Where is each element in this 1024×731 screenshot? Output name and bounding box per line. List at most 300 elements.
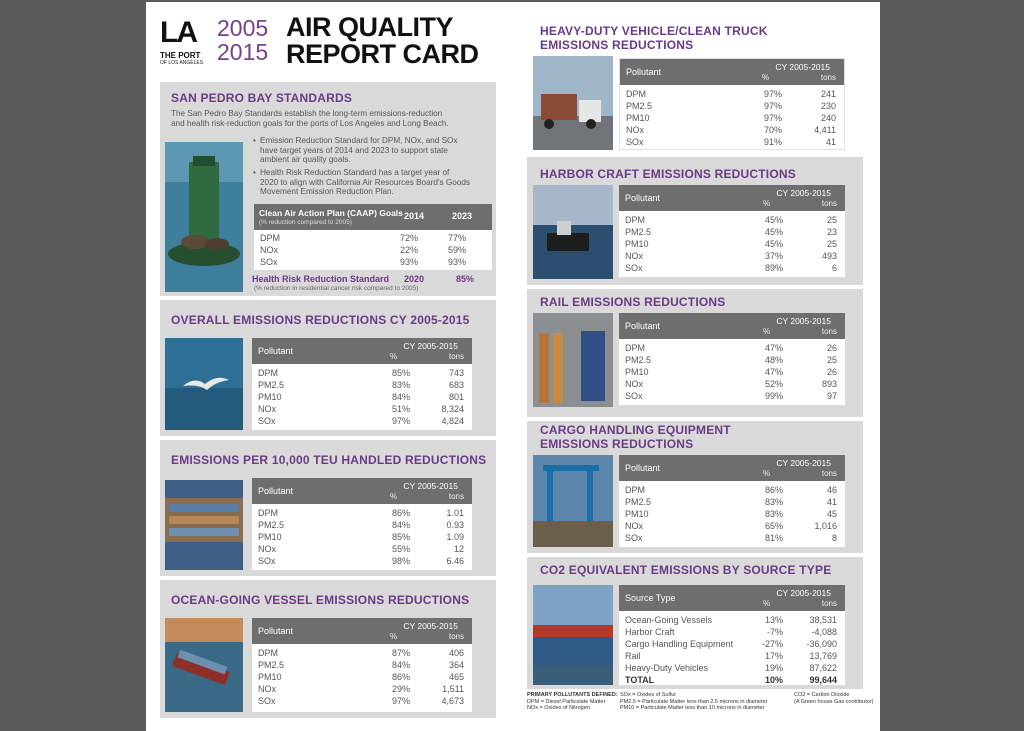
row-label: NOx: [258, 544, 276, 554]
row-tons: 230: [820, 101, 836, 111]
table-row: [619, 520, 845, 532]
row-tons: 4,824: [441, 416, 464, 426]
row-label: NOx: [626, 125, 644, 135]
row-percent: -7%: [766, 627, 783, 637]
table-row: [620, 136, 844, 148]
table-row: [252, 391, 472, 403]
logo-mark: LA: [160, 16, 196, 49]
truck-photo: [533, 56, 613, 150]
row-label: NOx: [625, 379, 643, 389]
percent-unit: %: [762, 73, 770, 82]
percent-unit: %: [763, 469, 771, 478]
intro-line: and health risk-reduction goals for the ports of Los Angeles and Long Beach.: [171, 118, 449, 128]
row-label: PM10: [625, 367, 649, 377]
row-percent: 48%: [764, 355, 783, 365]
row-label: DPM: [625, 215, 645, 225]
row-label: PM2.5: [258, 660, 285, 670]
hdv-title: [540, 24, 768, 52]
row-label: PM10: [258, 392, 282, 402]
percent-unit: %: [390, 632, 398, 641]
hrrs-year: 2020: [404, 274, 425, 284]
row-tons: 8,324: [441, 404, 464, 414]
table-header: [252, 618, 472, 644]
intro-line: The San Pedro Bay Standards establish the long-term emissions-reduction: [171, 109, 443, 118]
table-row: [620, 100, 844, 112]
row-tons: 241: [820, 89, 836, 99]
rail-title: RAIL EMISSIONS REDUCTIONS: [540, 295, 726, 309]
row-tons: 12: [453, 544, 464, 554]
row-label: SOx: [258, 556, 276, 566]
bullet-line: 2020 to align with California Air Resources Board's Goods: [260, 177, 470, 187]
rail-panel: [527, 289, 863, 417]
row-percent: 83%: [764, 509, 783, 519]
row-label: NOx: [258, 404, 276, 414]
footer-line: PRIMARY POLLUTANTS DEFINED:: [527, 692, 618, 698]
seagull-photo: [165, 338, 243, 430]
teu-table: [252, 478, 472, 570]
table-row: [619, 238, 845, 250]
row-label: TOTAL: [625, 675, 655, 685]
table-row: [619, 342, 845, 354]
row-tons: 493: [821, 251, 837, 261]
row-percent: 47%: [764, 343, 783, 353]
row-2014: 72%: [400, 233, 419, 243]
row-label: SOx: [625, 263, 643, 273]
row-label: DPM: [260, 233, 280, 243]
column-label: Pollutant: [625, 463, 661, 473]
row-2023: 77%: [448, 233, 467, 243]
hdv-panel: [527, 16, 863, 154]
rail-yard-photo: [533, 313, 613, 407]
report-years: [217, 16, 268, 64]
table-row: [619, 262, 845, 274]
row-tons: 41: [825, 137, 836, 147]
row-percent: 45%: [764, 227, 783, 237]
table-row: [252, 671, 472, 683]
bullet-line: have target years of 2014 and 2023 to support state: [260, 145, 448, 155]
logo-line2: OF LOS ANGELES: [160, 60, 204, 66]
bullet-icon: •: [253, 136, 256, 145]
column-label: Pollutant: [258, 626, 294, 636]
table-row: [252, 379, 472, 391]
bullet-health-standard: [253, 168, 492, 197]
bullet-line: Health Risk Reduction Standard has a target year of: [260, 168, 450, 177]
row-percent: 37%: [764, 251, 783, 261]
hdv-title-line: HEAVY-DUTY VEHICLE/CLEAN TRUCK: [540, 24, 768, 38]
row-percent: 86%: [764, 485, 783, 495]
tons-unit: tons: [821, 327, 837, 336]
row-tons: 45: [826, 509, 837, 519]
row-tons: 683: [448, 380, 464, 390]
row-label: PM10: [626, 113, 650, 123]
row-tons: 364: [448, 660, 464, 670]
row-label: DPM: [258, 508, 278, 518]
row-tons: 26: [826, 343, 837, 353]
percent-unit: %: [763, 599, 771, 608]
table-row: [619, 638, 845, 650]
row-tons: 97: [826, 391, 837, 401]
bullet-emission-standard: [253, 136, 492, 165]
table-row: [620, 124, 844, 136]
ogv-table: [252, 618, 472, 712]
row-percent: 47%: [764, 367, 783, 377]
row-2023: 93%: [448, 257, 467, 267]
title-line1: AIR QUALITY: [286, 12, 453, 42]
buoy-photo: [165, 142, 243, 292]
ogv-title: OCEAN-GOING VESSEL EMISSIONS REDUCTIONS: [171, 593, 470, 607]
table-row: [252, 647, 472, 659]
row-percent: 52%: [764, 379, 783, 389]
hdv-title-line: EMISSIONS REDUCTIONS: [540, 38, 694, 52]
row-label: PM2.5: [625, 497, 652, 507]
row-tons: 1.09: [446, 532, 464, 542]
row-percent: 85%: [391, 368, 410, 378]
row-percent: 85%: [391, 532, 410, 542]
cargo-crane-photo: [533, 455, 613, 547]
hdv-table: [619, 58, 845, 150]
row-tons: 4,411: [814, 125, 836, 135]
period-label: CY 2005-2015: [403, 481, 458, 491]
teu-title: EMISSIONS PER 10,000 TEU HANDLED REDUCTIONS: [171, 453, 487, 467]
table-row: [619, 366, 845, 378]
footer-col1: [527, 692, 618, 712]
overall-title: OVERALL EMISSIONS REDUCTIONS CY 2005-2015: [171, 313, 470, 327]
row-label: Ocean-Going Vessels: [625, 615, 713, 625]
table-header: [619, 585, 845, 611]
cargo-table: [619, 455, 845, 547]
table-row: [252, 507, 472, 519]
row-label: DPM: [625, 343, 645, 353]
row-tons: 240: [820, 113, 836, 123]
caap-row: [254, 256, 492, 268]
table-row: [252, 403, 472, 415]
row-tons: 99,644: [809, 675, 837, 685]
row-tons: 6.46: [446, 556, 464, 566]
row-label: SOx: [260, 257, 278, 267]
table-row: [619, 354, 845, 366]
caap-header-sub: (% reduction compared to 2005): [259, 219, 352, 226]
bullet-line: Movement Emission Reduction Plan.: [260, 187, 394, 196]
row-label: NOx: [625, 521, 643, 531]
row-label: NOx: [625, 251, 643, 261]
table-row: [252, 543, 472, 555]
percent-unit: %: [763, 199, 771, 208]
table-row: [619, 496, 845, 508]
row-percent: -27%: [761, 639, 783, 649]
row-percent: 13%: [764, 615, 783, 625]
cargo-title: [540, 423, 731, 451]
row-percent: 98%: [391, 556, 410, 566]
row-tons: 1,511: [442, 684, 464, 694]
row-label: PM10: [625, 239, 649, 249]
row-tons: 0.93: [446, 520, 464, 530]
teu-panel: [160, 440, 496, 576]
row-percent: 65%: [764, 521, 783, 531]
report-card-page: [146, 2, 880, 731]
harbor-craft-photo: [533, 185, 613, 279]
table-row: [619, 226, 845, 238]
row-tons: 406: [448, 648, 464, 658]
overall-table: [252, 338, 472, 430]
title-line2: REPORT CARD: [286, 39, 479, 69]
logo-line1: THE PORT: [160, 51, 201, 60]
co2-table: [619, 585, 845, 685]
rail-table: [619, 313, 845, 405]
table-row: [619, 650, 845, 662]
row-tons: 1,016: [814, 521, 837, 531]
san-pedro-title: SAN PEDRO BAY STANDARDS: [171, 91, 353, 105]
caap-year-2023: 2023: [452, 211, 473, 221]
row-percent: 84%: [391, 392, 410, 402]
table-row: [252, 367, 472, 379]
row-percent: 97%: [763, 101, 782, 111]
row-percent: 51%: [391, 404, 410, 414]
row-tons: 38,531: [809, 615, 837, 625]
row-label: DPM: [626, 89, 646, 99]
period-label: CY 2005-2015: [776, 316, 831, 326]
row-percent: 97%: [391, 696, 410, 706]
row-label: SOx: [626, 137, 644, 147]
table-row: [619, 378, 845, 390]
table-header: [252, 478, 472, 504]
tons-unit: tons: [448, 632, 464, 641]
row-label: PM2.5: [258, 520, 285, 530]
footer-line: DPM = Diesel Particulate Matter: [527, 698, 606, 705]
row-label: SOx: [258, 696, 276, 706]
table-row: [252, 519, 472, 531]
row-percent: 86%: [391, 508, 410, 518]
row-label: NOx: [260, 245, 278, 255]
year-start: 2005: [217, 15, 269, 41]
tons-unit: tons: [821, 199, 837, 208]
footer-line: CO2 = Carbon Dioxide: [794, 692, 850, 698]
row-percent: 17%: [764, 651, 783, 661]
hrrs-sub: (% reduction in residential cancer risk compared to 2005): [254, 285, 419, 292]
row-tons: 743: [448, 368, 464, 378]
hrrs-label: Health Risk Reduction Standard: [252, 274, 390, 284]
row-percent: 97%: [391, 416, 410, 426]
column-label: Pollutant: [258, 346, 294, 356]
row-tons: 26: [826, 367, 837, 377]
row-percent: 83%: [391, 380, 410, 390]
year-end: 2015: [217, 39, 269, 65]
row-tons: 8: [831, 533, 837, 543]
row-percent: 97%: [763, 89, 782, 99]
table-row: [619, 662, 845, 674]
row-tons: 801: [448, 392, 464, 402]
table-row: [252, 683, 472, 695]
table-row: [619, 214, 845, 226]
row-tons: 41: [826, 497, 837, 507]
caap-header-label: Clean Air Action Plan (CAAP) Goals: [259, 208, 403, 218]
row-label: PM10: [258, 672, 282, 682]
caap-row: [254, 232, 492, 244]
row-tons: 465: [448, 672, 464, 682]
percent-unit: %: [390, 352, 398, 361]
row-label: SOx: [258, 416, 276, 426]
row-percent: 19%: [764, 663, 783, 673]
row-percent: 45%: [764, 239, 783, 249]
row-percent: 91%: [763, 137, 782, 147]
san-pedro-intro: [171, 109, 491, 128]
row-label: Harbor Craft: [625, 627, 675, 637]
row-tons: 25: [826, 355, 837, 365]
table-row: [619, 626, 845, 638]
bullet-line: ambient air quality goals.: [260, 155, 351, 164]
table-row: [620, 112, 844, 124]
table-row: [619, 484, 845, 496]
footer-col3: [794, 692, 873, 705]
table-header: [252, 338, 472, 364]
row-percent: 86%: [391, 672, 410, 682]
row-tons: 87,622: [809, 663, 837, 673]
table-row: [252, 695, 472, 707]
footer-line: PM2.5 = Particulate Matter less than 2.5 microns in diameter: [620, 698, 768, 705]
tons-unit: tons: [448, 492, 464, 501]
harbor-table: [619, 185, 845, 277]
ship-at-port-photo: [533, 585, 613, 685]
period-label: CY 2005-2015: [776, 458, 831, 468]
tons-unit: tons: [448, 352, 464, 361]
tons-unit: tons: [820, 73, 836, 82]
period-label: CY 2005-2015: [403, 341, 458, 351]
row-percent: 55%: [391, 544, 410, 554]
column-label: Pollutant: [626, 67, 662, 77]
row-label: Heavy-Duty Vehicles: [625, 663, 709, 673]
row-percent: 70%: [763, 125, 782, 135]
table-row: [252, 555, 472, 567]
row-2023: 59%: [448, 245, 467, 255]
caap-table-header: [254, 204, 492, 230]
column-label: Source Type: [625, 593, 676, 603]
column-label: Pollutant: [625, 193, 661, 203]
row-label: DPM: [258, 648, 278, 658]
footer-line: NOx = Oxides of Nitrogen: [527, 705, 590, 711]
harbor-title: HARBOR CRAFT EMISSIONS REDUCTIONS: [540, 167, 796, 181]
row-tons: 25: [826, 215, 837, 225]
row-percent: 87%: [391, 648, 410, 658]
caap-year-2014: 2014: [404, 211, 425, 221]
row-tons: 23: [826, 227, 837, 237]
row-label: DPM: [625, 485, 645, 495]
period-label: CY 2005-2015: [775, 62, 830, 72]
row-tons: -36,090: [806, 639, 837, 649]
page-title: [286, 14, 479, 68]
caap-goals-table: [254, 204, 492, 270]
row-tons: 6: [831, 263, 837, 273]
bullet-line: Emission Reduction Standard for DPM, NOx, and SOx: [260, 136, 458, 145]
table-header: [619, 185, 845, 211]
period-label: CY 2005-2015: [403, 621, 458, 631]
row-tons: 893: [821, 379, 837, 389]
row-percent: 29%: [391, 684, 410, 694]
row-percent: 10%: [764, 675, 783, 685]
table-row: [619, 674, 845, 686]
row-tons: 13,769: [809, 651, 837, 661]
percent-unit: %: [390, 492, 398, 501]
period-label: CY 2005-2015: [776, 588, 831, 598]
row-label: PM10: [625, 509, 649, 519]
table-row: [620, 88, 844, 100]
container-ship-photo: [165, 480, 243, 570]
row-label: PM2.5: [626, 101, 653, 111]
row-percent: 84%: [391, 520, 410, 530]
row-label: SOx: [625, 391, 643, 401]
percent-unit: %: [763, 327, 771, 336]
ogv-panel: [160, 580, 496, 718]
row-label: PM2.5: [625, 355, 652, 365]
row-label: NOx: [258, 684, 276, 694]
cargo-title-line: CARGO HANDLING EQUIPMENT: [540, 423, 731, 437]
row-tons: -4,088: [811, 627, 837, 637]
column-label: Pollutant: [258, 486, 294, 496]
column-label: Pollutant: [625, 321, 661, 331]
footer-col2: [620, 692, 768, 712]
row-tons: 46: [826, 485, 837, 495]
row-label: DPM: [258, 368, 278, 378]
row-percent: 84%: [391, 660, 410, 670]
footer-line: (A Green house Gas contributor): [794, 698, 874, 705]
row-label: Cargo Handling Equipment: [625, 639, 734, 649]
row-percent: 81%: [764, 533, 783, 543]
san-pedro-panel: [160, 82, 496, 296]
co2-title: CO2 EQUIVALENT EMISSIONS BY SOURCE TYPE: [540, 563, 832, 577]
table-row: [619, 508, 845, 520]
cargo-title-line: EMISSIONS REDUCTIONS: [540, 437, 694, 451]
row-percent: 45%: [764, 215, 783, 225]
ocean-vessel-photo: [165, 618, 243, 712]
row-2014: 93%: [400, 257, 419, 267]
port-of-la-logo: [160, 18, 212, 68]
cargo-panel: [527, 421, 863, 553]
table-row: [619, 250, 845, 262]
footer-line: PM10 = Particulate Matter less than 10 microns in diameter: [620, 705, 765, 711]
footer-line: SOx = Oxides of Sulfur: [620, 692, 677, 698]
row-percent: 89%: [764, 263, 783, 273]
tons-unit: tons: [821, 599, 837, 608]
bullet-icon: •: [253, 168, 256, 177]
table-row: [252, 415, 472, 427]
row-percent: 83%: [764, 497, 783, 507]
table-header: [619, 313, 845, 339]
row-label: PM2.5: [258, 380, 285, 390]
tons-unit: tons: [821, 469, 837, 478]
harbor-panel: [527, 157, 863, 285]
table-header: [620, 59, 844, 85]
overall-panel: [160, 300, 496, 436]
row-tons: 1.01: [446, 508, 464, 518]
hrrs-value: 85%: [456, 274, 475, 284]
row-label: Rail: [625, 651, 641, 661]
row-tons: 25: [826, 239, 837, 249]
table-row: [619, 390, 845, 402]
row-percent: 97%: [763, 113, 782, 123]
table-row: [252, 531, 472, 543]
table-row: [619, 532, 845, 544]
row-percent: 99%: [764, 391, 783, 401]
row-label: PM2.5: [625, 227, 652, 237]
co2-panel: [527, 557, 863, 689]
table-header: [619, 455, 845, 481]
table-row: [619, 614, 845, 626]
period-label: CY 2005-2015: [776, 188, 831, 198]
table-row: [252, 659, 472, 671]
caap-row: [254, 244, 492, 256]
row-label: SOx: [625, 533, 643, 543]
row-label: PM10: [258, 532, 282, 542]
row-2014: 22%: [400, 245, 419, 255]
row-tons: 4,673: [441, 696, 464, 706]
